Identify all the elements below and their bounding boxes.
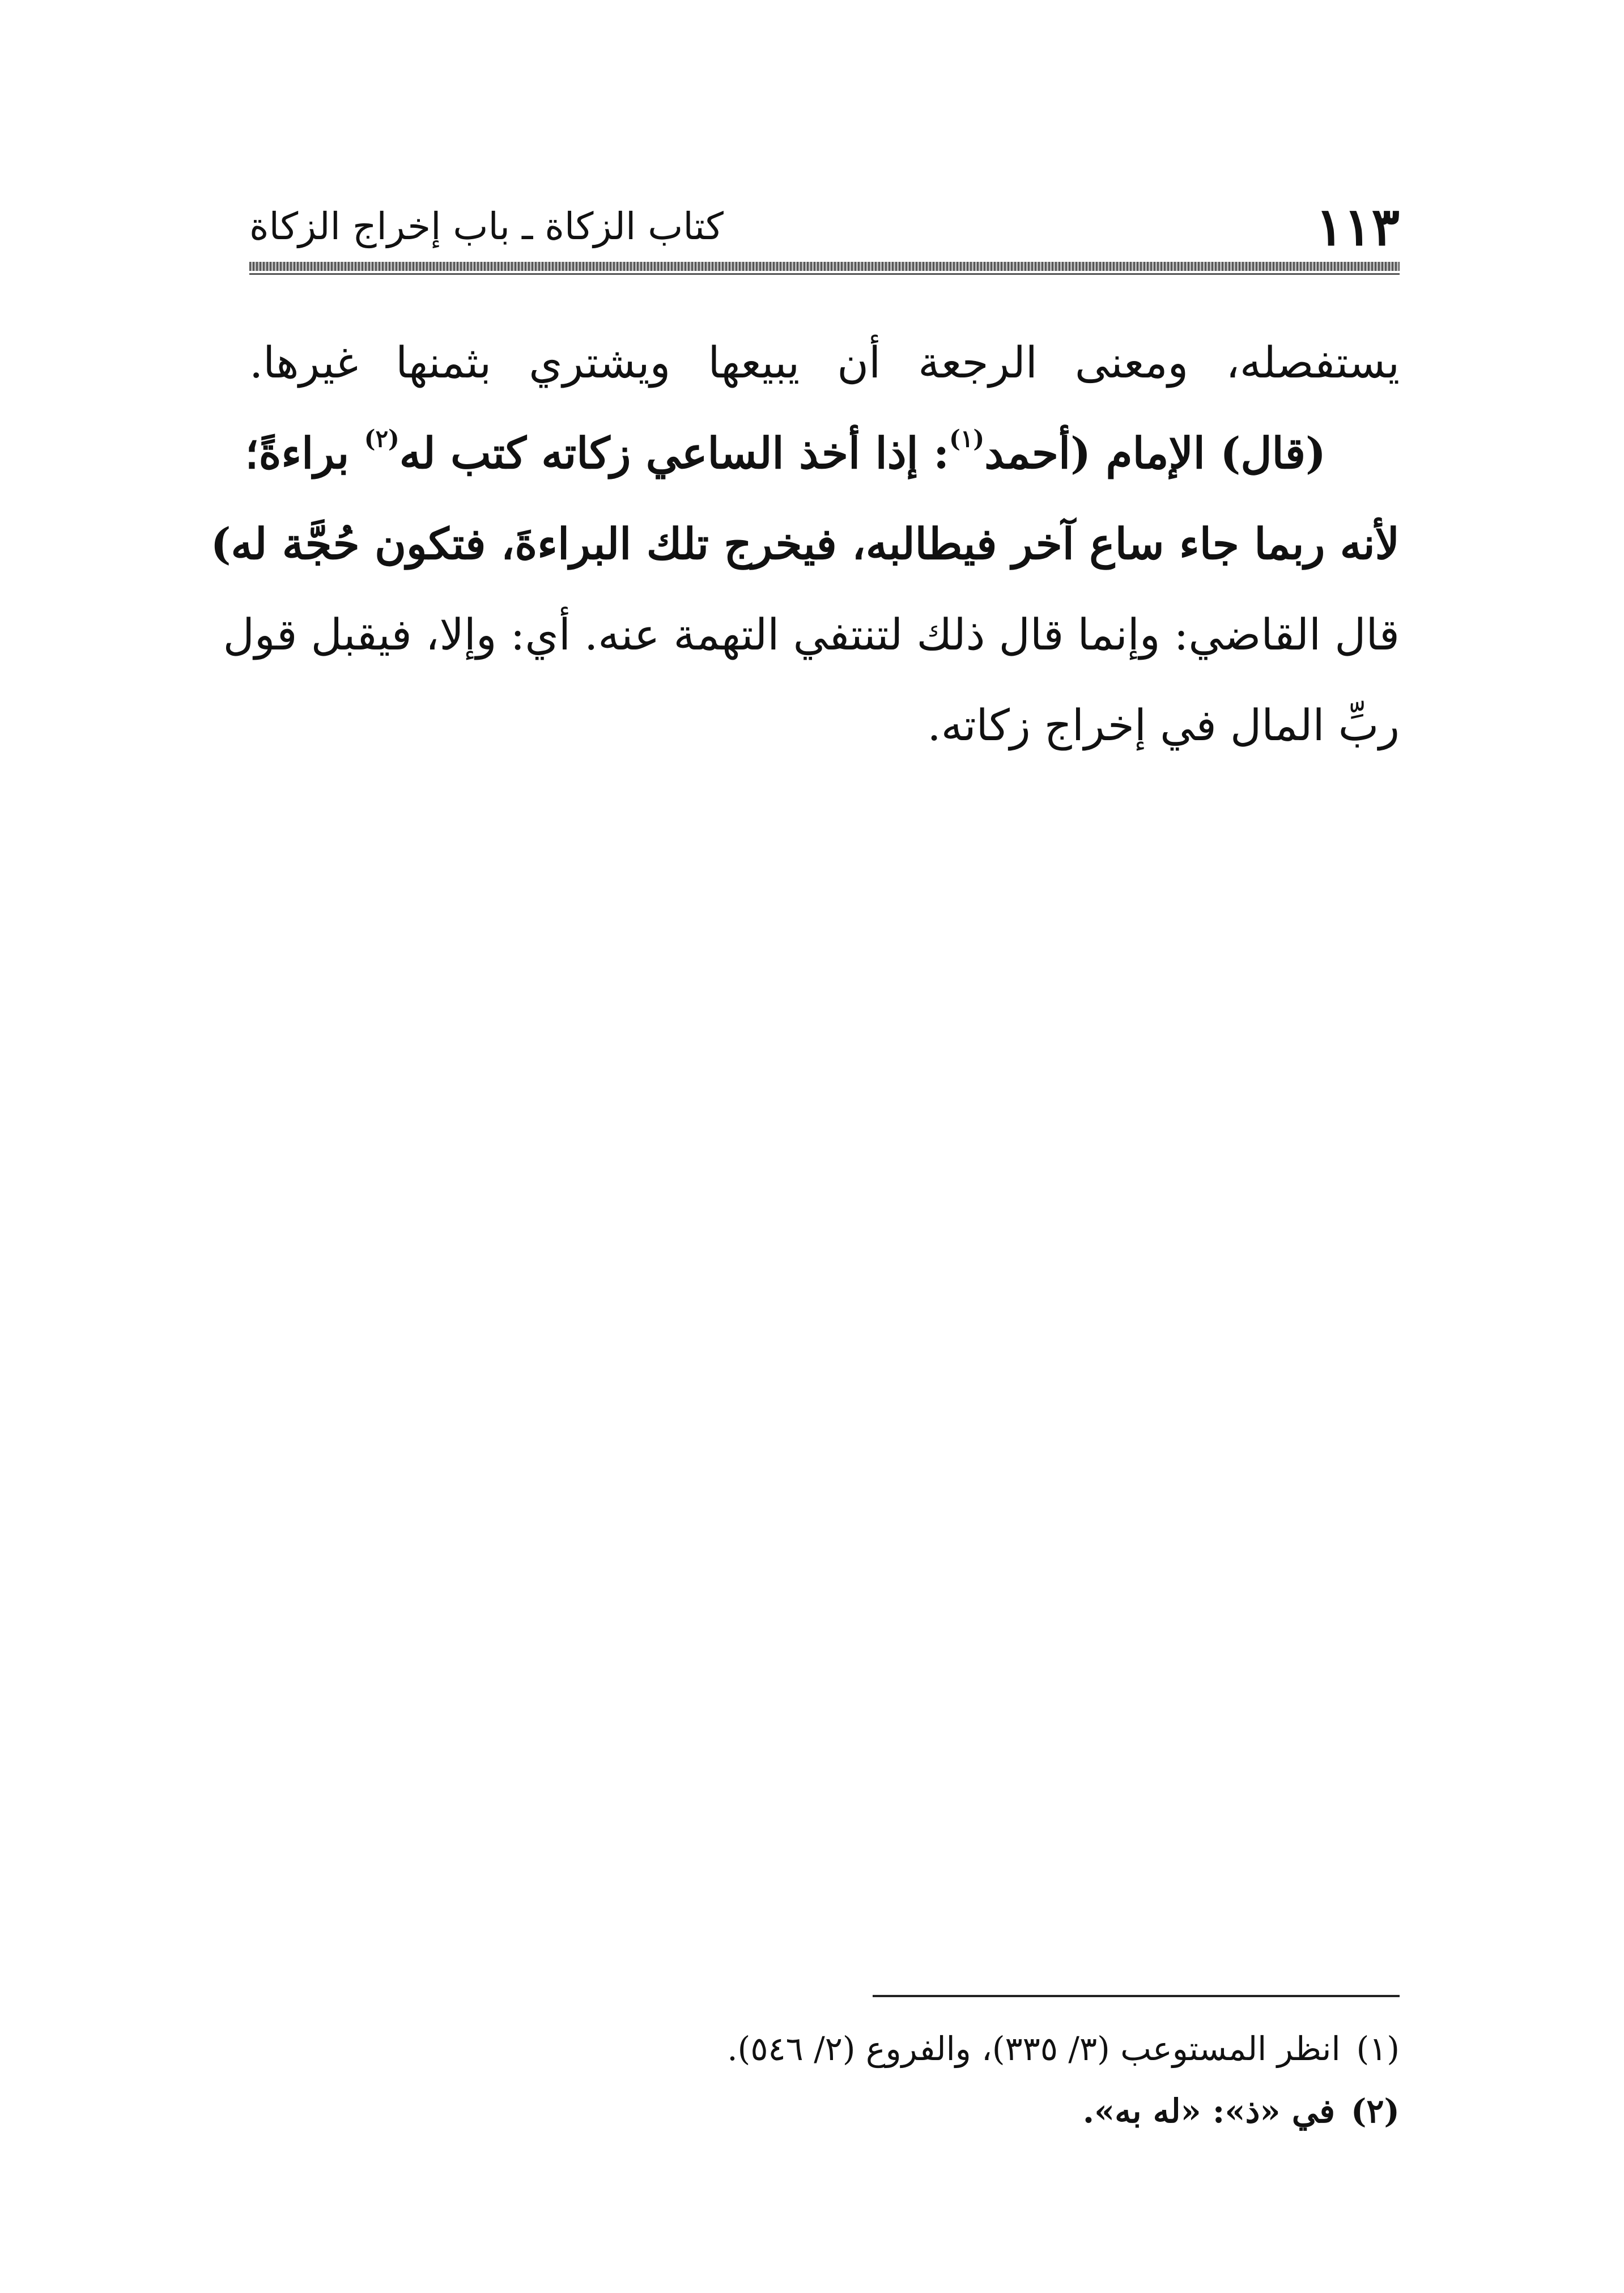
chapter-title: كتاب الزكاة ـ باب إخراج الزكاة	[249, 205, 724, 248]
text-line-5: ربِّ المال في إخراج زكاته.	[927, 700, 1400, 750]
text-line-2-part-1: (قال) الإمام (أحمد	[984, 428, 1326, 478]
text-line-3: لأنه ربما جاء ساع آخر فيطالبه، فيخرج تلك البراءةَ، فتكون حُجَّة له)	[210, 519, 1400, 569]
footnote-mark-2: (٢)	[1350, 2092, 1400, 2130]
text-line-2-part-3: براءةً؛	[245, 428, 364, 478]
footnote-text-1: انظر المستوعب (٣/ ٣٣٥)، والفروع (٢/ ٥٤٦).	[727, 2029, 1341, 2068]
text-line-2-part-2: : إذا أخذ الساعي زكاته كتب له	[399, 428, 950, 478]
running-header	[249, 193, 1400, 261]
text-line-1: يستفصله، ومعنى الرجعة أن يبيعها ويشتري بثمنها غيرها.	[249, 337, 1400, 388]
footnote-separator	[873, 1995, 1400, 1997]
header-rule	[249, 262, 1400, 271]
page-number: ١١٣	[1315, 196, 1400, 257]
footnote-2	[249, 2080, 1400, 2142]
footnote-ref-1[interactable]: (١)	[949, 424, 985, 453]
footnotes	[249, 2018, 1400, 2142]
text-line-2	[245, 408, 1400, 499]
main-text	[210, 317, 1400, 771]
header-rule-thin	[249, 273, 1400, 275]
text-line-4: قال القاضي: وإنما قال ذلك لتنتفي التهمة عنه. أي: وإلا، فيقبل قول	[223, 609, 1400, 660]
footnote-ref-2[interactable]: (٢)	[364, 424, 399, 453]
footnote-text-2: في «ذ»: «له به».	[1082, 2092, 1335, 2130]
footnote-1	[249, 2018, 1400, 2080]
footnote-mark-1: (١)	[1356, 2029, 1400, 2068]
